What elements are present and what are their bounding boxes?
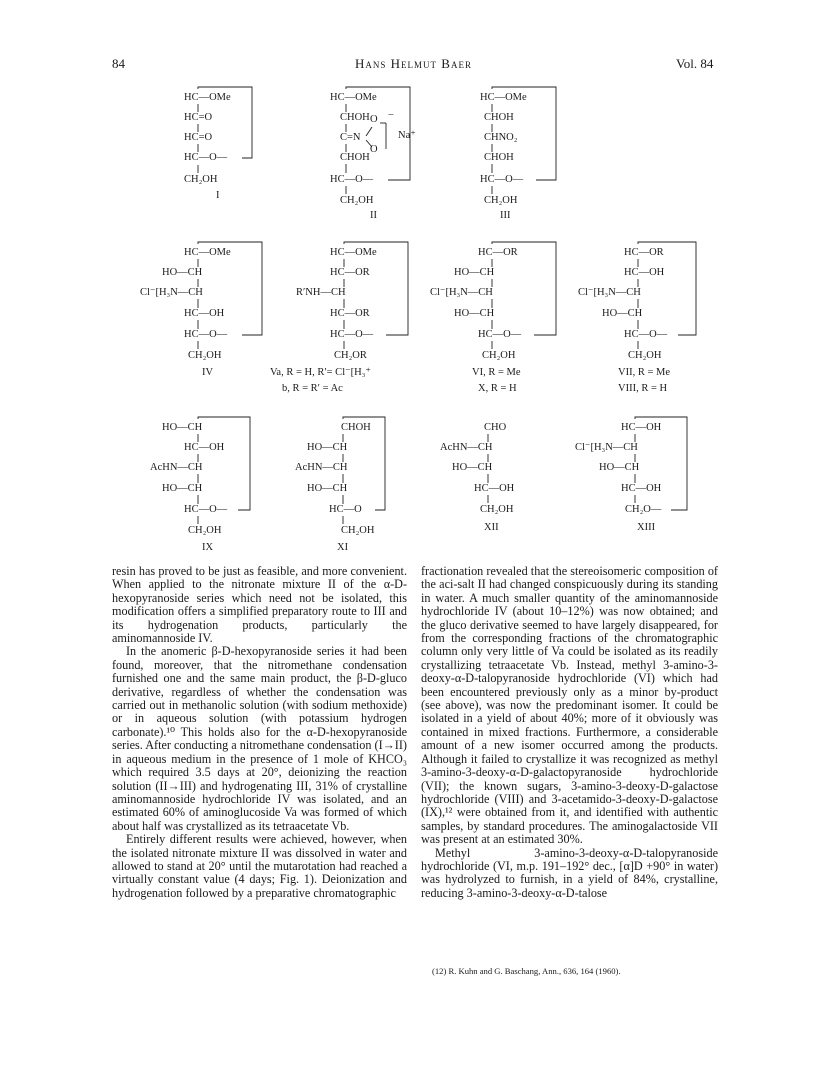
volume-label: Vol. 84 [676,56,714,71]
caption-XII: XII [484,522,499,533]
caption-Vb: b, R = R′ = Ac [282,383,343,394]
caption-IX: IX [202,542,214,553]
caption-Va: Va, R = H, R′= Cl⁻[H₃⁺ [270,367,371,378]
caption-VI: VI, R = Me [472,367,521,378]
paragraph: resin has proved to be just as feasible, and more convenient. When applied to the nitronate mixture II of the α-D-hexopyranoside series which need not be isolated, this modification offers a simplified preparatory route to III and its hydrogenation products, particularly the aminomannoside IV. [112,564,407,646]
structure-VI: HC—OR HO—CH Cl⁻[H₃N—CH HO—CH HC—O— CH₂OH VI, R = Me X, R = H [430,248,570,398]
caption-XIII: XIII [637,522,656,533]
structure-III: HC—OMe CHOH CHNO₂ CHOH HC—O— CH₂OH III [480,93,590,223]
caption-VIII: VIII, R = H [618,383,668,394]
paragraph: fractionation revealed that the stereoisomeric composition of the aci-salt II had changed conspicuously during its standing in water. A much smaller quantity of the aminomannoside hydrochloride IV (about 10–12%) was now obtained; and the gluco derivative seemed to have largely disappeared, for from the corresponding fractions of the chromatographic column only very little of Va could be isolated as its readily crystallizing tetraacetate Vb. Instead, methyl 3-amino-3-deoxy-α-D-talopyranoside hydrochloride (VI) which had been encountered previously only as a minor by-product (see above), was now the predominant isomer. It could be isolated in a yield of about 40%; more of it obviously was contained in mixed fractions. Furthermore, a considerable amount of a new isomer occurred among the products. Although it failed to crystallize it was recognized as methyl 3-amino-3-deoxy-α-D-galactopyranoside hydrochloride (VII); the known sugars, 3-amino-3-deoxy-D-galactose hydrochloride (VIII) and 3-acetamido-3-deoxy-D-galactose (IX),¹² were obtained from it, and identified with authentic samples, by standard procedures. The aminogalactoside VII was present at an estimated 30%. [421,564,718,847]
running-title: Hans Helmut Baer [355,56,472,71]
structure-IX: HO—CH HC—OH AcHN—CH HO—CH HC—O— CH₂OH IX [150,423,280,563]
structure-VII: HC—OR HC—OH Cl⁻[H₃N—CH HO—CH HC—O— CH₂OH VII, R = Me VIII, R = H [578,248,718,398]
paragraph: Entirely different results were achieved, however, when the isolated nitronate mixture II was dissolved in water and allowed to stand at 20° until the mutarotation had reached a virtually constant value (4 days; Fig. 1). Deionization and hydrogenation followed by a preparative chromatographic [112,832,407,900]
structure-XI: CHOH HO—CH AcHN—CH HO—CH HC—O CH₂OH XI [295,423,425,563]
caption-III: III [500,210,511,221]
footnote: (12) R. Kuhn and G. Baschang, Ann., 636, 164 (1960). [432,966,621,976]
structure-XIII: HC—OH Cl⁻[H₃N—CH HO—CH HC—OH CH₂O— XIII [575,423,705,563]
left-column [112,565,407,900]
structure-V: HC—OMe HC—OR R′NH—CH HC—OR HC—O— CH₂OR Va, R = H, R′= Cl⁻[H₃⁺ b, R = R′ = Ac [270,248,420,398]
caption-XI: XI [337,542,349,553]
caption-I: I [216,190,220,201]
caption-IV: IV [202,367,214,378]
right-column [421,565,718,900]
structure-II: HC—OMe CHOH C=N CHOH HC—O— CH₂OH O O Na⁺ − II [330,93,450,223]
caption-II: II [370,210,377,221]
structure-I: HC—OMe HC=O HC=O HC—O— CH₂OH I [184,93,274,203]
page-number: 84 [112,56,125,71]
paragraph: Methyl 3-amino-3-deoxy-α-D-talopyranoside hydrochloride (VI, m.p. 191–192° dec., [α]D +90° in water) was hydrolyzed to furnish, in a yield of 84%, crystalline, reducing 3-amino-3-deoxy-α-D-talose [421,845,718,900]
paragraph: In the anomeric β-D-hexopyranoside series it had been found, moreover, that the nitromethane condensation furnished one and the same main product, the β-D-gluco derivative, regardless of whether the condensation was carried out in methanolic solution (with sodium methoxide) or in aqueous solution (with potassium hydrogen carbonate).¹⁰ This holds also for the α-D-hexopyranoside series. After conducting a nitromethane condensation (I→II) in aqueous medium in the presence of 1 mole of KHCO₃ which required 3.5 days at 20°, deionizing the reaction solution (II→III) and hydrogenating III, 31% of crystalline aminomannoside hydrochloride IV was isolated, and an estimated 60% of aminoglucoside Va was formed of which about half was crystallized as its tetraacetate Vb. [112,644,407,833]
structure-IV: HC—OMe HO—CH Cl⁻[H₃N—CH HC—OH HC—O— CH₂OH IV [140,248,280,388]
caption-VII: VII, R = Me [618,367,670,378]
structure-XII: CHO AcHN—CH HO—CH HC—OH CH₂OH XII [440,422,515,533]
caption-X: X, R = H [478,383,517,394]
